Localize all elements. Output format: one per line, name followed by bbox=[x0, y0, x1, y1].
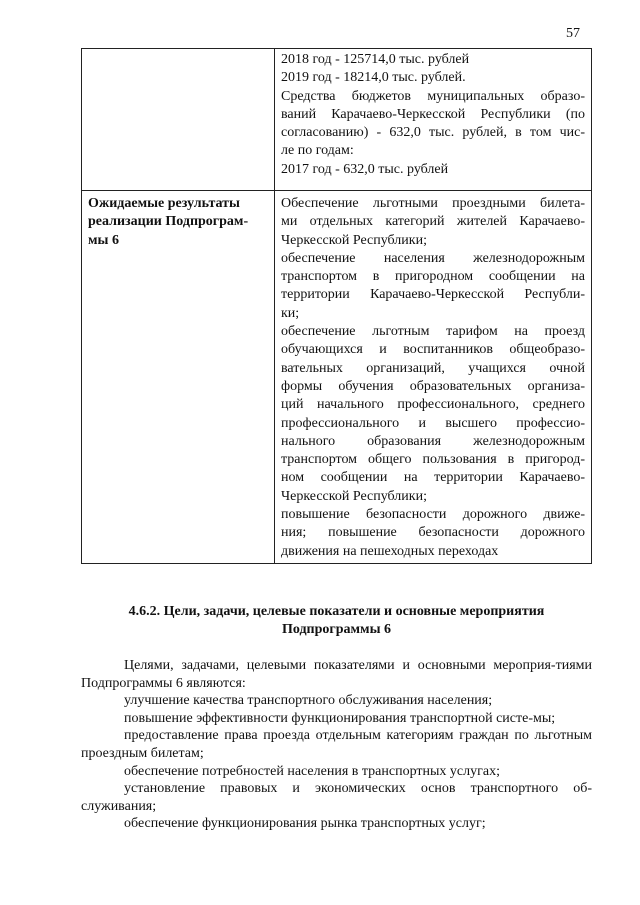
result-line: ном сообщении на территории Карачаево- bbox=[281, 470, 585, 486]
table-row bbox=[82, 191, 592, 564]
result-line: нального образования железнодорожным bbox=[281, 433, 585, 449]
funding-line: 2019 год - 18214,0 тыс. рублей. bbox=[281, 70, 466, 86]
paragraph: улучшение качества транспортного обслуживания населения; bbox=[124, 693, 493, 709]
result-line: Черкесской Республики; bbox=[281, 232, 427, 248]
section-body bbox=[81, 657, 592, 833]
funding-line: ваний Карачаево-Черкесской Республики (по bbox=[281, 106, 585, 122]
result-line: Обеспечение льготными проездными билета- bbox=[281, 196, 585, 211]
result-line: вательных организаций, учащихся очной bbox=[281, 360, 585, 376]
result-line: ки; bbox=[281, 305, 300, 321]
section-title-line: Подпрограммы 6 bbox=[281, 622, 392, 637]
result-line: повышение безопасности дорожного движе- bbox=[281, 507, 585, 523]
result-line: ми отдельных категорий жителей Карачаево- bbox=[281, 214, 585, 230]
section-title bbox=[81, 603, 592, 639]
paragraph: установление правовых и экономических основ транспортного об-служивания; bbox=[81, 781, 592, 814]
heading-line: Ожидаемые результаты bbox=[88, 196, 240, 211]
result-line: транспортом в пригородном сообщении на bbox=[281, 269, 585, 285]
result-line: Черкесской Республики; bbox=[281, 488, 427, 504]
expected-results-cell bbox=[275, 191, 592, 564]
passport-table bbox=[81, 48, 592, 564]
heading-line: реализации Подпрограм- bbox=[88, 214, 249, 230]
table-cell-empty bbox=[82, 49, 275, 191]
funding-line: 2017 год - 632,0 тыс. рублей bbox=[281, 161, 449, 177]
funding-cell bbox=[275, 49, 592, 191]
table-row bbox=[82, 49, 592, 191]
paragraph: повышение эффективности функционирования транспортной систе-мы; bbox=[124, 710, 556, 726]
result-line: транспортом общего пользования в пригород- bbox=[281, 452, 585, 468]
result-line: территории Карачаево-Черкесской Республи- bbox=[281, 287, 585, 303]
paragraph: обеспечение потребностей населения в транспортных услугах; bbox=[124, 763, 500, 779]
paragraph: обеспечение функционирования рынка транспортных услуг; bbox=[124, 816, 486, 832]
page-number: 57 bbox=[566, 26, 580, 41]
expected-results-heading bbox=[82, 191, 275, 564]
paragraph: предоставление права проезда отдельным категориям граждан по льготным проездным билетам; bbox=[81, 728, 592, 761]
result-line: профессионального и высшего профессио- bbox=[281, 415, 585, 431]
result-line: обучающихся и воспитанников общеобразо- bbox=[281, 342, 585, 358]
funding-line: согласованию) - 632,0 тыс. рублей, в том чис- bbox=[281, 125, 585, 141]
result-line: движения на пешеходных переходах bbox=[281, 543, 499, 559]
result-line: обеспечение населения железнодорожным bbox=[281, 250, 585, 266]
funding-line: 2018 год - 125714,0 тыс. рублей bbox=[281, 52, 470, 67]
result-line: формы обучения образовательных организа- bbox=[281, 378, 585, 394]
result-line: ций начального профессионального, среднего bbox=[281, 397, 585, 413]
funding-line: ле по годам: bbox=[281, 143, 354, 159]
paragraph: Целями, задачами, целевыми показателями и основными мероприя-тиями Подпрограммы 6 являются: bbox=[81, 658, 592, 691]
section-title-line: 4.6.2. Цели, задачи, целевые показатели и основные мероприятия bbox=[128, 604, 545, 619]
heading-line: мы 6 bbox=[88, 232, 119, 248]
result-line: ния; повышение безопасности дорожного bbox=[281, 525, 585, 541]
funding-line: Средства бюджетов муниципальных образо- bbox=[281, 88, 585, 104]
result-line: обеспечение льготным тарифом на проезд bbox=[281, 324, 585, 340]
